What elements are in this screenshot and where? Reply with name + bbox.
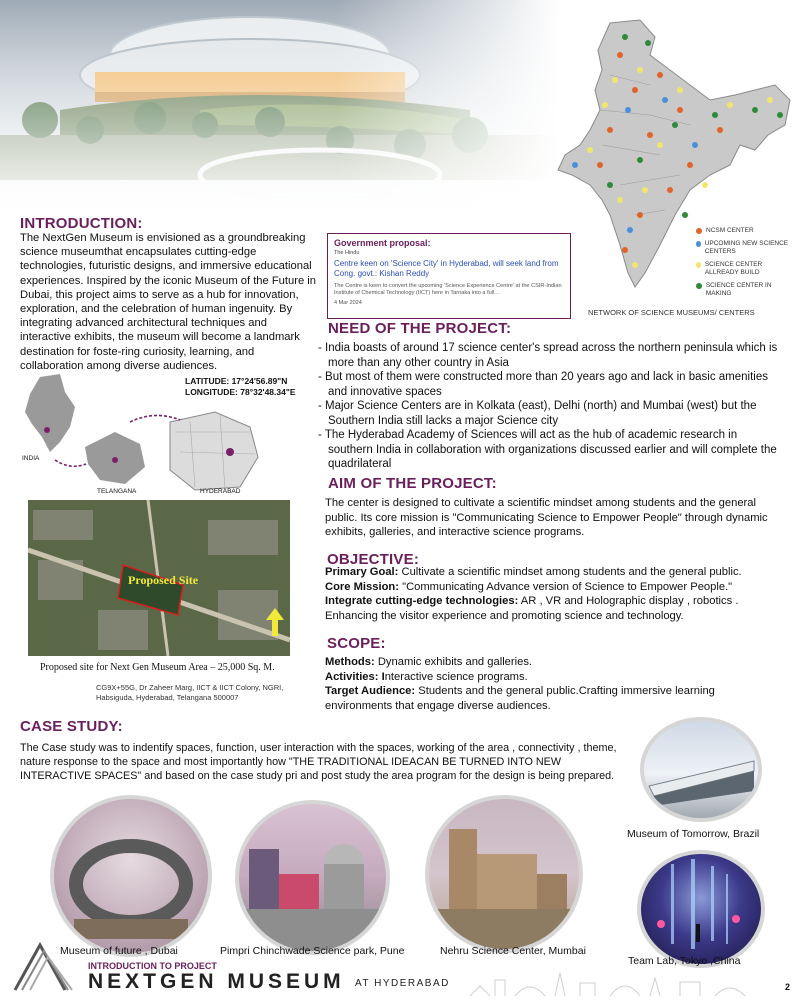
proposed-site-label: Proposed Site: [128, 573, 199, 587]
aim-text: The center is designed to cultivate a scientific mindset among students and the general public. Its core mission is "Communicating Science to Empower People" through dynamic exhibits, galleries, and interactive science programs.: [325, 497, 768, 538]
tech-value: AR , VR and Holographic display , robotics . Enhancing the visitor experience and promoting science and technology.: [325, 595, 739, 622]
legend-item: [696, 240, 796, 256]
legend-label: UPCOMING NEW SCIENCE CENTERS: [704, 240, 789, 255]
goal-label: Primary Goal:: [325, 566, 399, 578]
map-legend: [696, 227, 796, 298]
activities-value: nteractive science programs.: [384, 670, 528, 683]
news-snippet: The Centre is keen to convert the upcoming 'Science Experience Centre' at the CSIR-Indian Institute of Chemical Technology (IICT) here in Tarnaka into a full...: [334, 283, 562, 296]
in-making-center-dots: [607, 34, 783, 218]
site-address: CG9X+55G, Dr Zaheer Marg, IICT & IICT Colony, NGRI, Habsiguda, Hyderabad, Telangana 500007: [96, 683, 284, 702]
site-satellite-image: [28, 500, 290, 656]
nehru-science-center-graphic: [429, 799, 579, 949]
legend-label: SCIENCE CENTER IN MAKING: [705, 282, 772, 297]
need-list: [318, 341, 778, 472]
tech-label: Integrate cutting-edge technologies:: [325, 595, 519, 607]
objective-tech: [325, 594, 780, 623]
scope-heading: SCOPE:: [327, 635, 386, 652]
caption-mumbai: Nehru Science Center, Mumbai: [440, 945, 586, 957]
legend-swatch: [696, 262, 701, 268]
methods-value: Dynamic exhibits and galleries.: [374, 656, 533, 668]
legend-item: [696, 261, 796, 277]
activities-label: Activities: I: [325, 670, 385, 683]
case-study-image-tokyo: [637, 850, 765, 968]
aim-heading: AIM OF THE PROJECT:: [328, 475, 497, 492]
caption-brazil: Museum of Tomorrow, Brazil: [627, 828, 760, 840]
footer-logo: [10, 935, 90, 995]
location-diagram: [20, 372, 315, 497]
legend-item: [696, 227, 796, 235]
case-study-image-dubai: [50, 795, 212, 957]
hyderabad-label: HYDERABAD: [200, 488, 241, 495]
caption-tokyo: Team Lab, Tokyo ,China: [628, 955, 741, 967]
hero-rendering: [0, 0, 560, 220]
museum-rendering-graphic: [0, 0, 560, 220]
page-number: 2: [785, 982, 791, 992]
pune-science-park-graphic: [239, 804, 386, 951]
need-item: - Major Science Centers are in Kolkata (east), Delhi (north) and Mumbai (west) but the Southern India still lacks a major Science city: [318, 400, 757, 427]
government-proposal-box: [327, 233, 571, 319]
news-headline-link[interactable]: Centre keen on 'Science City' in Hyderabad, will seek land from Cong. govt.: Kishan Reddy: [334, 259, 559, 278]
scope-text: [325, 655, 780, 713]
footer-suffix: AT HYDERABAD: [355, 978, 450, 989]
case-study-image-mumbai: [425, 795, 583, 953]
ribbon-logo-icon: [10, 935, 90, 995]
telangana-label: TELANGANA: [97, 488, 137, 495]
longitude: LONGITUDE: 78°32'48.34"E: [185, 387, 296, 397]
map-caption: NETWORK OF SCIENCE MUSEUMS/ CENTERS: [588, 308, 755, 317]
news-date: 4 Mar 2024: [334, 300, 362, 306]
team-lab-graphic: [641, 854, 761, 964]
legend-swatch: [696, 283, 702, 289]
latitude: LATITUDE: 17°24'56.89"N: [185, 376, 288, 386]
case-study-image-pune: [235, 800, 390, 955]
scope-audience: [325, 684, 780, 713]
footer-skyline: [470, 968, 770, 998]
legend-item: [696, 282, 796, 298]
footer-subtitle: INTRODUCTION TO PROJECT: [88, 961, 217, 971]
india-label: INDIA: [22, 455, 40, 462]
introduction-heading: INTRODUCTION:: [20, 215, 143, 232]
case-study-image-brazil: [640, 717, 762, 822]
gov-proposal-title: Government proposal:: [334, 238, 431, 248]
introduction-text: The NextGen Museum is envisioned as a groundbreaking science museumthat encapsulates cutting-edge technologies, futuristic designs, and immersive educational experiences. Inspired by the iconic Museum of the Future in Dubai, this project aims to serve as a hub for innovation, exploration, and the celebration of human ingenuity. By integrating advanced architectural techniques and interactive exhibits, the museum will become a landmark destination for foste-ring curiosity, learning, and collaboration among diverse audiences.: [20, 232, 316, 372]
news-source: The Hindu: [334, 250, 360, 256]
caption-dubai: Museum of future , Dubai: [60, 945, 178, 957]
case-study-heading: CASE STUDY:: [20, 718, 123, 735]
caption-pune: Pimpri Chinchwade Science park, Pune: [220, 945, 405, 957]
scope-methods: [325, 655, 780, 670]
need-item: - India boasts of around 17 science center's spread across the northern peninsula which is more than any other country in Asia: [318, 342, 778, 369]
india-science-centers-map: [540, 15, 800, 315]
scope-activities: [325, 670, 780, 685]
need-heading: NEED OF THE PROJECT:: [328, 320, 512, 337]
audience-label: Target Audience:: [325, 685, 416, 697]
mission-label: Core Mission:: [325, 580, 399, 593]
legend-swatch: [696, 241, 701, 247]
need-item: - The Hyderabad Academy of Sciences will act as the hub of academic research in southern India in collaboration with organizations discussed earlier and will complete the quadrilateral: [318, 429, 777, 470]
legend-label: SCIENCE CENTER ALLREADY BUILD: [704, 261, 763, 276]
skyline-graphic: [470, 968, 770, 998]
upcoming-center-dots: [572, 97, 698, 233]
need-item: - But most of them were constructed more than 20 years ago and lack in basic amenities and innovative spaces: [318, 371, 768, 398]
objective-heading: OBJECTIVE:: [327, 551, 420, 568]
legend-swatch: [696, 228, 702, 234]
audience-value: Students and the general public.Crafting immersive learning environments that engage diverse audiences.: [325, 685, 715, 712]
objective-text: [325, 565, 780, 623]
goal-value: Cultivate a scientific mindset among students and the general public.: [398, 566, 742, 578]
dubai-museum-graphic: [54, 799, 208, 953]
objective-goal: [325, 565, 780, 580]
case-study-text: The Case study was to indentify spaces, function, user interaction with the spaces, working of the area , connectivity , theme, nature response to the space and most importantly how "THE TRADITIONAL IDEACAN BE TURNED INTO NEW INTERACTIVE SPACES" and based on the case study pri and post study the area program for the design is being prepared.: [20, 742, 617, 782]
methods-label: Methods:: [325, 656, 375, 668]
site-caption: Proposed site for Next Gen Museum Area – 25,000 Sq. M.: [40, 662, 275, 673]
footer-title: NEXTGEN MUSEUM: [88, 970, 345, 993]
legend-label: NCSM CENTER: [706, 227, 754, 234]
objective-mission: [325, 580, 780, 595]
mission-value: "Communicating Advance version of Science to Empower People.": [398, 580, 733, 593]
museum-of-tomorrow-graphic: [644, 721, 758, 818]
